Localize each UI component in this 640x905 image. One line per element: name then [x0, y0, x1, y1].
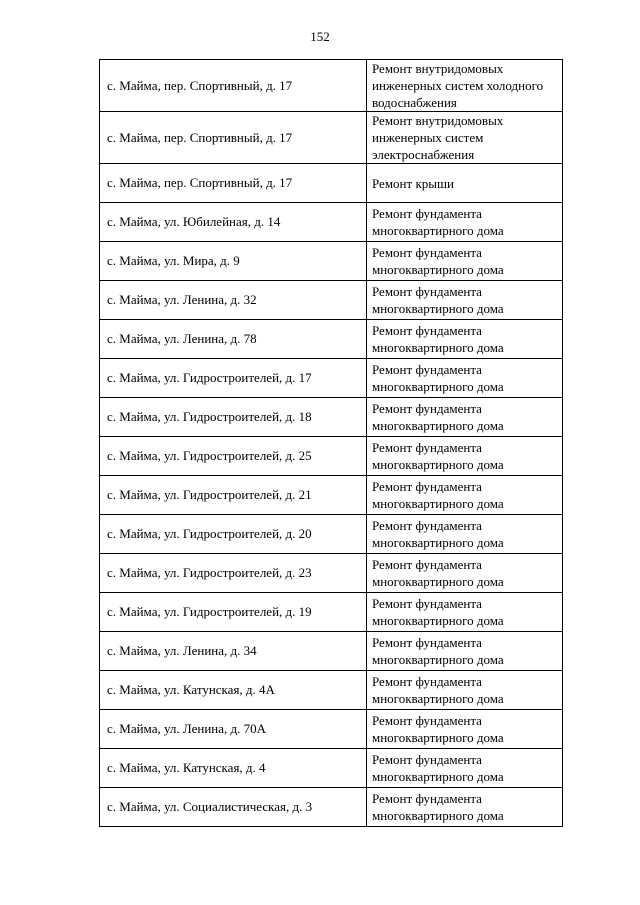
address-cell: с. Майма, ул. Гидростроителей, д. 17 — [100, 359, 367, 398]
work-cell: Ремонт фундамента многоквартирного дома — [367, 320, 563, 359]
work-cell: Ремонт фундамента многоквартирного дома — [367, 242, 563, 281]
address-cell: с. Майма, ул. Ленина, д. 70А — [100, 710, 367, 749]
address-cell: с. Майма, ул. Гидростроителей, д. 21 — [100, 476, 367, 515]
address-cell: с. Майма, пер. Спортивный, д. 17 — [100, 60, 367, 112]
work-cell: Ремонт фундамента многоквартирного дома — [367, 476, 563, 515]
work-cell: Ремонт внутридомовых инженерных систем холодного водоснабжения — [367, 60, 563, 112]
work-cell: Ремонт внутридомовых инженерных систем электроснабжения — [367, 112, 563, 164]
work-cell: Ремонт крыши — [367, 164, 563, 203]
works-table-body — [100, 60, 563, 827]
work-cell: Ремонт фундамента многоквартирного дома — [367, 359, 563, 398]
table-row — [100, 320, 563, 359]
address-cell: с. Майма, ул. Гидростроителей, д. 25 — [100, 437, 367, 476]
work-cell: Ремонт фундамента многоквартирного дома — [367, 710, 563, 749]
table-row — [100, 671, 563, 710]
table-row — [100, 476, 563, 515]
address-cell: с. Майма, ул. Мира, д. 9 — [100, 242, 367, 281]
table-row — [100, 60, 563, 112]
work-cell: Ремонт фундамента многоквартирного дома — [367, 671, 563, 710]
address-cell: с. Майма, ул. Социалистическая, д. 3 — [100, 788, 367, 827]
table-row — [100, 788, 563, 827]
work-cell: Ремонт фундамента многоквартирного дома — [367, 398, 563, 437]
address-cell: с. Майма, ул. Катунская, д. 4А — [100, 671, 367, 710]
page-number: 152 — [310, 29, 330, 44]
address-cell: с. Майма, ул. Ленина, д. 32 — [100, 281, 367, 320]
table-row — [100, 593, 563, 632]
work-cell: Ремонт фундамента многоквартирного дома — [367, 437, 563, 476]
address-cell: с. Майма, ул. Юбилейная, д. 14 — [100, 203, 367, 242]
table-row — [100, 398, 563, 437]
address-cell: с. Майма, ул. Катунская, д. 4 — [100, 749, 367, 788]
work-cell: Ремонт фундамента многоквартирного дома — [367, 788, 563, 827]
table-row — [100, 554, 563, 593]
table-row — [100, 749, 563, 788]
table-row — [100, 359, 563, 398]
table-row — [100, 437, 563, 476]
address-cell: с. Майма, ул. Гидростроителей, д. 20 — [100, 515, 367, 554]
table-row — [100, 515, 563, 554]
work-cell: Ремонт фундамента многоквартирного дома — [367, 515, 563, 554]
table-row — [100, 164, 563, 203]
work-cell: Ремонт фундамента многоквартирного дома — [367, 281, 563, 320]
work-cell: Ремонт фундамента многоквартирного дома — [367, 749, 563, 788]
address-cell: с. Майма, ул. Ленина, д. 34 — [100, 632, 367, 671]
works-table — [99, 59, 563, 827]
table-row — [100, 632, 563, 671]
work-cell: Ремонт фундамента многоквартирного дома — [367, 632, 563, 671]
address-cell: с. Майма, ул. Гидростроителей, д. 23 — [100, 554, 367, 593]
table-row — [100, 281, 563, 320]
table-row — [100, 203, 563, 242]
work-cell: Ремонт фундамента многоквартирного дома — [367, 203, 563, 242]
address-cell: с. Майма, пер. Спортивный, д. 17 — [100, 112, 367, 164]
table-row — [100, 710, 563, 749]
address-cell: с. Майма, ул. Гидростроителей, д. 19 — [100, 593, 367, 632]
work-cell: Ремонт фундамента многоквартирного дома — [367, 593, 563, 632]
table-row — [100, 112, 563, 164]
table-row — [100, 242, 563, 281]
address-cell: с. Майма, ул. Гидростроителей, д. 18 — [100, 398, 367, 437]
address-cell: с. Майма, пер. Спортивный, д. 17 — [100, 164, 367, 203]
work-cell: Ремонт фундамента многоквартирного дома — [367, 554, 563, 593]
address-cell: с. Майма, ул. Ленина, д. 78 — [100, 320, 367, 359]
